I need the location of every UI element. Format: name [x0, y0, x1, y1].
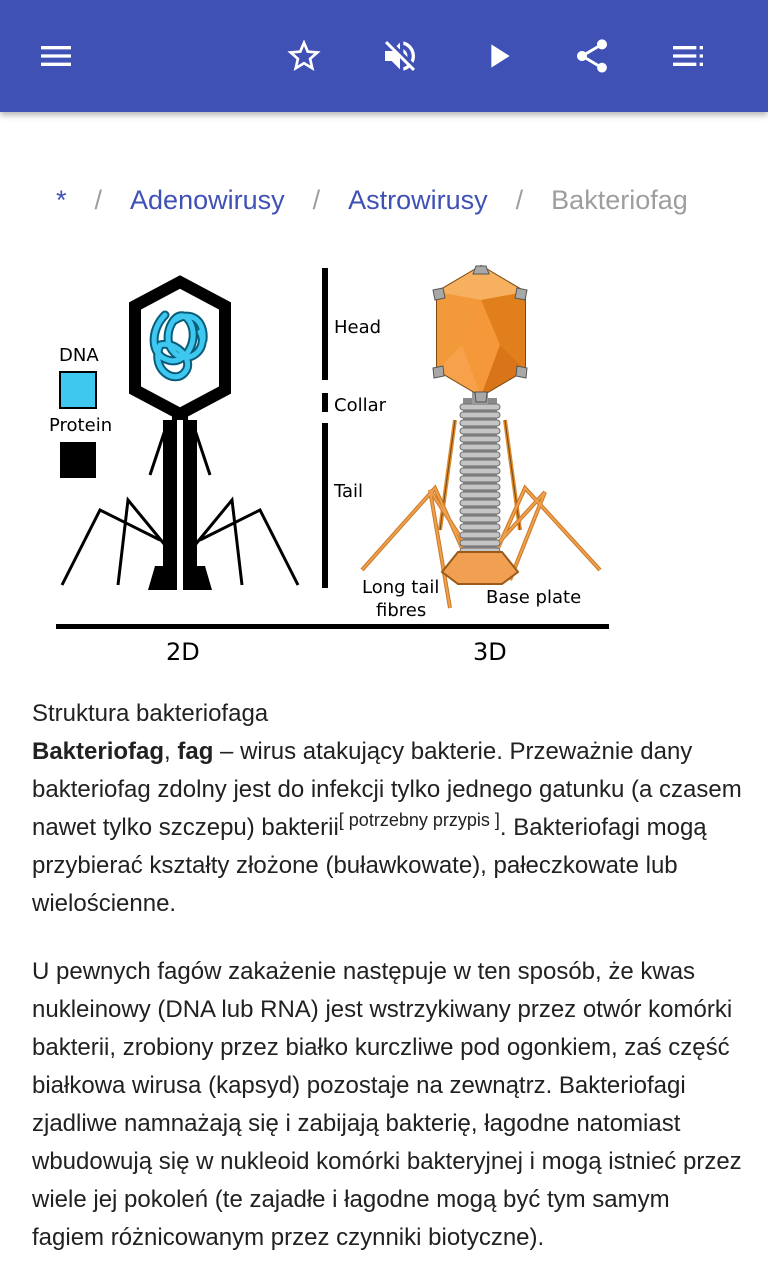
star-icon[interactable]	[276, 28, 332, 84]
list-icon[interactable]	[660, 28, 716, 84]
volume-off-icon[interactable]	[372, 28, 428, 84]
breadcrumb-item-home[interactable]: *	[56, 184, 67, 215]
breadcrumb-separator: /	[515, 184, 524, 215]
legend-dna-label: DNA	[59, 345, 99, 366]
play-icon[interactable]	[470, 28, 526, 84]
citation-needed-link[interactable]: [ potrzebny przypis ]	[338, 810, 500, 830]
breadcrumb	[56, 180, 688, 220]
app-toolbar	[0, 0, 768, 112]
menu-icon[interactable]	[28, 28, 84, 84]
baseline-rule	[56, 624, 609, 629]
article-paragraph-2: U pewnych fagów zakażenie następuje w ten sposób, że kwas nukleinowy (DNA lub RNA) jest wstrzykiwany przez otwór komórki bakterii, zrobiony przez białko kurczliwe pod ogonkiem, zaś część białkowa wirusa (kapsyd) pozostaje na zewnątrz. Bakteriofagi zjadliwe namnażają się i zabijają bakterię, łagodne natomiast wbudowują się w nukleoid komórki bakteryjnej i mogą istnieć przez wiele jej pokoleń (te zajadłe i łagodne mogą być tym samym fagiem różnicowanym przez czynniki biotyczne).	[32, 958, 742, 1251]
breadcrumb-separator: /	[312, 184, 321, 215]
label-3d: 3D	[473, 638, 507, 666]
long-tail-fibres-label-line1: Long tail	[362, 577, 440, 598]
phage-3d-drawing	[362, 266, 600, 608]
breadcrumb-item-adenowirusy[interactable]: Adenowirusy	[130, 184, 285, 215]
bacteriophage-structure-figure[interactable]	[40, 255, 630, 675]
breadcrumb-item-current: Bakteriofag	[551, 184, 688, 215]
phage-2d-drawing	[62, 282, 298, 592]
head-label: Head	[334, 317, 382, 338]
breadcrumb-separator: /	[94, 184, 103, 215]
share-icon[interactable]	[564, 28, 620, 84]
article-body	[32, 695, 742, 1257]
term-fag: fag	[177, 738, 214, 765]
article-paragraph-1: Bakteriofag, fag – wirus atakujący bakterie. Przeważnie dany bakteriofag zdolny jest do infekcji tylko jednego gatunku (a czasem nawet tylko szczepu) bakterii[ potrzebny przypis ]. Bakteriofagi mogą przybierać kształty złożone (buławkowate), pałeczkowate lub wielościenne.	[32, 738, 742, 917]
base-plate-label: Base plate	[486, 587, 582, 608]
label-2d: 2D	[166, 638, 200, 666]
figure-caption: Struktura bakteriofaga	[32, 700, 269, 727]
scale-bars	[322, 268, 328, 588]
term-bakteriofag: Bakteriofag	[32, 738, 165, 765]
long-tail-fibres-label-line2: fibres	[376, 600, 427, 621]
collar-label: Collar	[334, 395, 387, 416]
legend-protein-swatch	[60, 442, 96, 478]
legend-protein-label: Protein	[49, 415, 113, 436]
tail-label: Tail	[334, 481, 364, 502]
breadcrumb-item-astrowirusy[interactable]: Astrowirusy	[348, 184, 488, 215]
legend-dna-swatch	[60, 372, 96, 408]
